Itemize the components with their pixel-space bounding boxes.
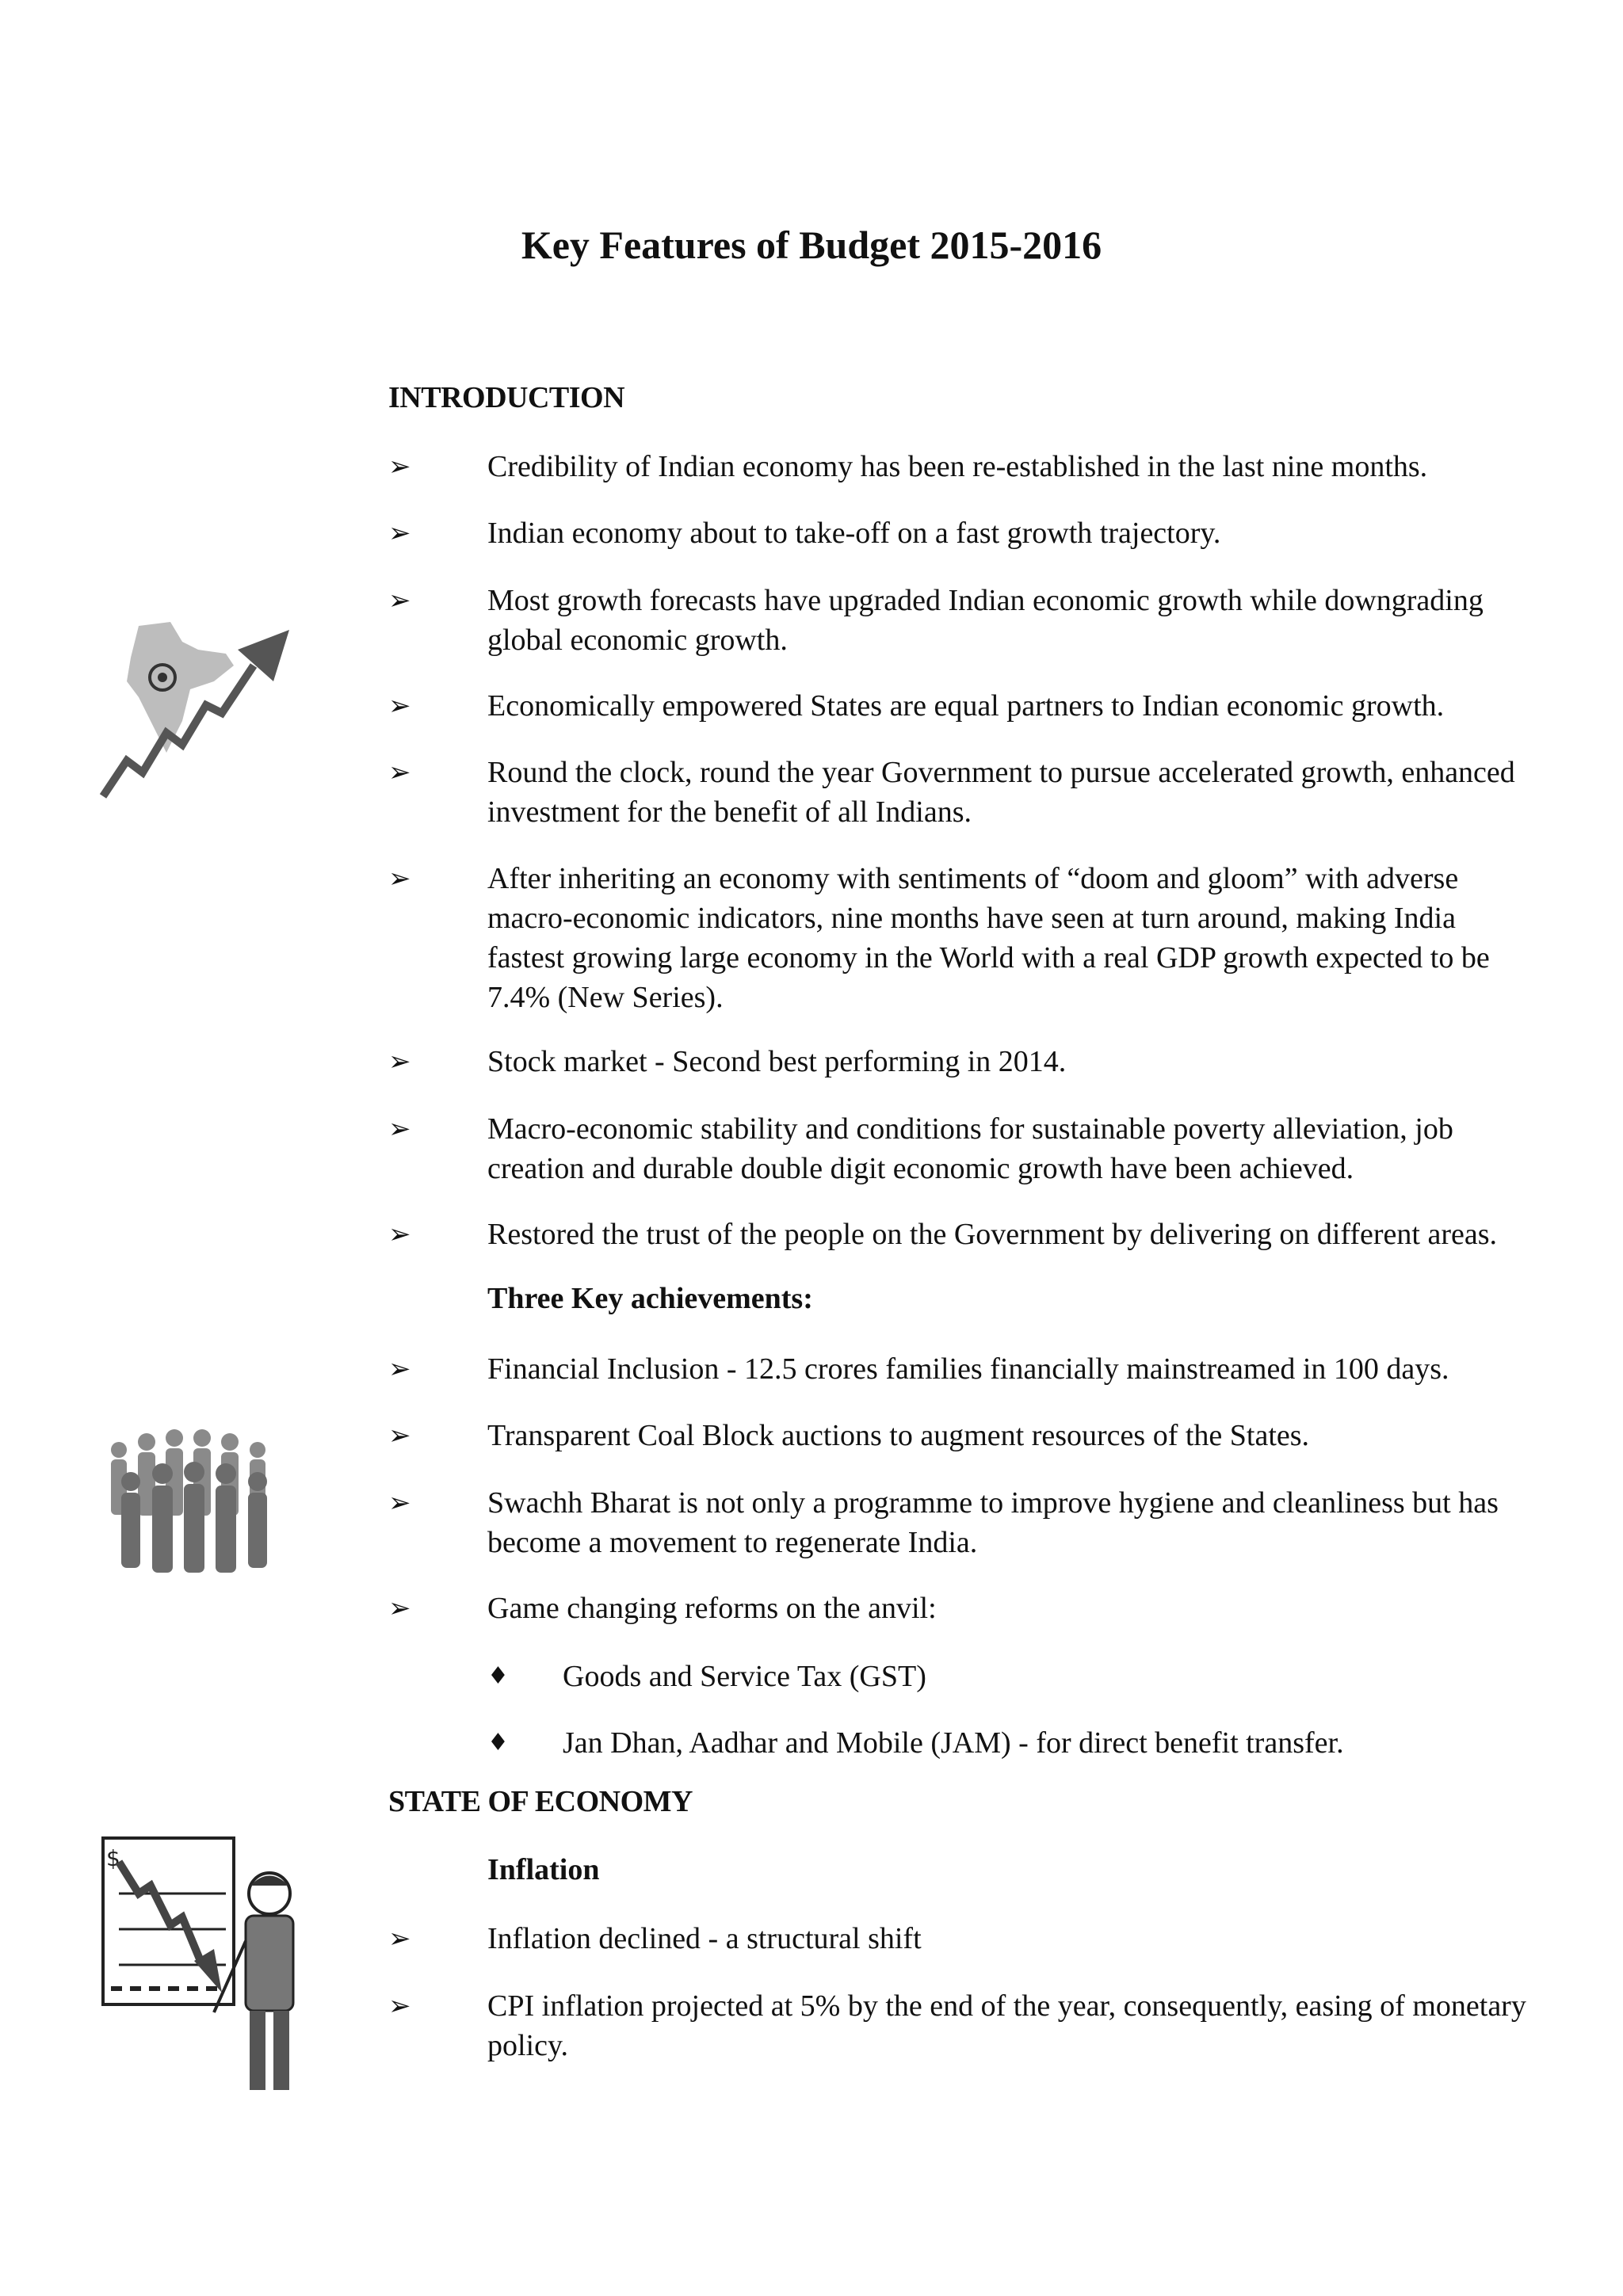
arrowhead-bullet-icon: ➢ (388, 517, 411, 549)
arrowhead-bullet-icon: ➢ (388, 1487, 411, 1519)
list-item: ➢ Economically empowered States are equal partners to Indian economic growth. (388, 686, 1529, 726)
arrowhead-bullet-icon: ➢ (388, 863, 411, 894)
arrowhead-bullet-icon: ➢ (388, 1219, 411, 1250)
arrowhead-bullet-icon: ➢ (388, 1420, 411, 1451)
achievements-heading: Three Key achievements: (487, 1282, 813, 1315)
state-of-economy-heading: STATE OF ECONOMY (388, 1785, 693, 1818)
arrowhead-bullet-icon: ➢ (388, 757, 411, 788)
arrowhead-bullet-icon: ➢ (388, 585, 411, 616)
list-item: ➢ Transparent Coal Block auctions to augment resources of the States. (388, 1416, 1529, 1455)
arrowhead-bullet-icon: ➢ (388, 1592, 411, 1624)
inflation-heading: Inflation (487, 1853, 600, 1886)
list-item: ➢ Inflation declined - a structural shift (388, 1919, 1529, 1958)
list-item: ➢ Round the clock, round the year Government to pursue accelerated growth, enhanced investment for the benefit of all Indians. (388, 753, 1529, 832)
introduction-heading: INTRODUCTION (388, 381, 625, 414)
list-item: ♦ Goods and Service Tax (GST) (487, 1657, 1518, 1696)
falling-chart-presenter-illustration (95, 1830, 317, 2100)
list-item: ➢ Credibility of Indian economy has been re-established in the last nine months. (388, 447, 1529, 486)
arrowhead-bullet-icon: ➢ (388, 451, 411, 482)
list-item: ➢ After inheriting an economy with sentiments of “doom and gloom” with adverse macro-economic indicators, nine months have seen at turn around, making India fastest growing large economy in the World with a real GDP growth expected to be 7.4% (New Series). (388, 859, 1529, 1017)
list-item: ♦ Jan Dhan, Aadhar and Mobile (JAM) - for direct benefit transfer. (487, 1723, 1518, 1763)
list-item: ➢ Indian economy about to take-off on a fast growth trajectory. (388, 513, 1529, 553)
arrowhead-bullet-icon: ➢ (388, 1353, 411, 1385)
list-item: ➢ Financial Inclusion - 12.5 crores families financially mainstreamed in 100 days. (388, 1349, 1529, 1389)
list-item: ➢ Swachh Bharat is not only a programme to improve hygiene and cleanliness but has become a movement to regenerate India. (388, 1483, 1529, 1562)
list-item: ➢ CPI inflation projected at 5% by the end of the year, consequently, easing of monetary policy. (388, 1986, 1529, 2065)
list-item: ➢ Restored the trust of the people on the Government by delivering on different areas. (388, 1215, 1529, 1254)
arrowhead-bullet-icon: ➢ (388, 1113, 411, 1145)
list-item: ➢ Game changing reforms on the anvil: (388, 1589, 1529, 1628)
svg-text:$: $ (106, 1845, 120, 1871)
diamond-bullet-icon: ♦ (487, 1662, 509, 1690)
page-title: Key Features of Budget 2015-2016 (521, 223, 1102, 267)
arrowhead-bullet-icon: ➢ (388, 1990, 411, 2022)
list-item: ➢ Most growth forecasts have upgraded Indian economic growth while downgrading global economic growth. (388, 581, 1529, 660)
arrowhead-bullet-icon: ➢ (388, 1046, 411, 1077)
people-crowd-illustration (95, 1410, 301, 1585)
list-item: ➢ Stock market - Second best performing in 2014. (388, 1042, 1529, 1081)
india-growth-illustration (95, 618, 301, 808)
list-item: ➢ Macro-economic stability and conditions for sustainable poverty alleviation, job creation and durable double digit economic growth have been achieved. (388, 1109, 1529, 1188)
arrowhead-bullet-icon: ➢ (388, 1923, 411, 1955)
diamond-bullet-icon: ♦ (487, 1729, 509, 1756)
arrowhead-bullet-icon: ➢ (388, 690, 411, 722)
